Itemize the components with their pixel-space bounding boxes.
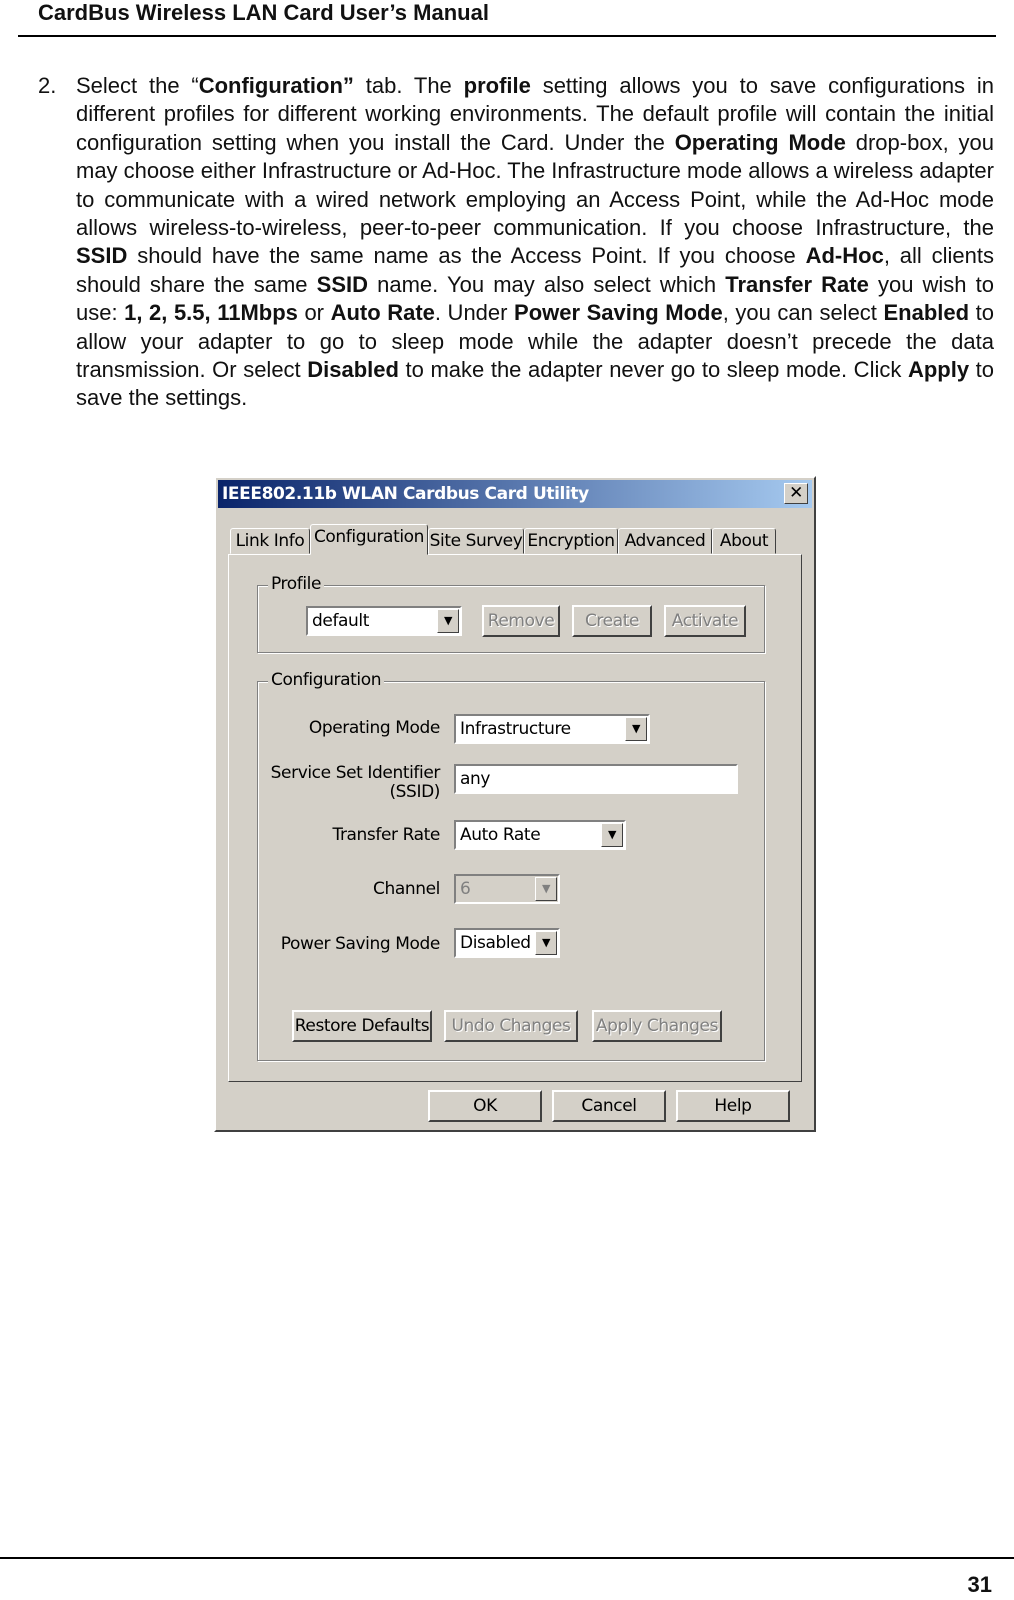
page-header-title: CardBus Wireless LAN Card User’s Manual — [38, 0, 489, 25]
profile-select-value: default — [312, 611, 370, 631]
close-icon[interactable]: ✕ — [784, 483, 808, 504]
ssid-label — [268, 764, 440, 802]
chevron-down-icon[interactable]: ▼ — [625, 717, 647, 741]
power-saving-value: Disabled — [460, 933, 531, 953]
operating-mode-value: Infrastructure — [460, 719, 571, 739]
activate-button[interactable]: Activate — [664, 605, 746, 637]
transfer-rate-select[interactable] — [454, 820, 626, 850]
chevron-down-icon[interactable]: ▼ — [535, 877, 557, 901]
tab-configuration[interactable]: Configuration — [310, 524, 428, 555]
emphasis-text: Disabled — [307, 357, 399, 383]
emphasis-text: Operating Mode — [674, 129, 846, 155]
body-text: tab. The — [353, 73, 464, 98]
restore-defaults-button[interactable]: Restore Defaults — [292, 1010, 432, 1042]
body-text: or — [297, 300, 331, 326]
header-rule — [18, 35, 996, 37]
transfer-rate-label: Transfer Rate — [332, 825, 440, 845]
power-saving-label: Power Saving Mode — [280, 934, 440, 954]
tab-about[interactable]: About — [712, 528, 776, 554]
apply-changes-button[interactable]: Apply Changes — [592, 1010, 722, 1042]
body-text: you wish to use: — [76, 271, 994, 326]
page-number: 31 — [967, 1572, 992, 1597]
tab-site-survey[interactable]: Site Survey — [428, 528, 524, 554]
emphasis-text: SSID — [316, 271, 369, 297]
ssid-input[interactable]: any — [454, 764, 738, 794]
body-text: to allow your adapter to go to sleep mode while the adapter doesn’t precede the data transmission. Or select — [76, 300, 994, 383]
cancel-button[interactable]: Cancel — [552, 1090, 666, 1122]
emphasis-text: SSID — [76, 243, 128, 269]
help-button[interactable]: Help — [676, 1090, 790, 1122]
wlan-utility-dialog — [214, 476, 816, 1132]
body-text: , all clients should share the same — [76, 243, 994, 297]
dialog-title: IEEE802.11b WLAN Cardbus Card Utility — [222, 484, 589, 504]
tab-encryption[interactable]: Encryption — [524, 528, 618, 554]
profile-select[interactable] — [306, 606, 462, 636]
body-text: , you can select — [722, 300, 884, 326]
profile-legend: Profile — [268, 574, 324, 594]
body-text: . Under — [434, 300, 515, 326]
tab-link-info[interactable]: Link Info — [230, 528, 310, 554]
emphasis-text: Configuration” — [198, 73, 354, 98]
emphasis-text: Power Saving Mode — [514, 300, 723, 326]
body-text: should have the same name as the Access Point. If you choose — [127, 243, 806, 269]
transfer-rate-value: Auto Rate — [460, 825, 541, 845]
body-text: Select the “ — [76, 73, 199, 98]
paragraph-text — [76, 72, 994, 413]
emphasis-text: profile — [463, 73, 531, 98]
body-text: name. You may also select which — [368, 271, 726, 297]
emphasis-text: Enabled — [883, 300, 970, 326]
chevron-down-icon[interactable]: ▼ — [437, 609, 459, 633]
emphasis-text: Ad-Hoc — [805, 243, 884, 269]
body-text: to save the settings. — [76, 357, 994, 411]
ok-button[interactable]: OK — [428, 1090, 542, 1122]
configuration-group — [257, 670, 765, 1061]
configuration-panel — [228, 554, 802, 1082]
undo-changes-button[interactable]: Undo Changes — [444, 1010, 578, 1042]
body-text: drop-box, you may choose either Infrastructure or Ad-Hoc. The Infrastructure mode allows a wireless adapter to communicate with a wired network employing an Access Point, while the Ad-Hoc mode allows wireless-to-wireless, peer-to-peer communication. If you choose Infrastructure, the — [76, 129, 995, 241]
instruction-paragraph — [38, 72, 994, 413]
body-text: setting allows you to save configurations in different profiles for different working environments. The default profile will contain the initial configuration setting when you install the Card. Under the — [76, 73, 995, 155]
configuration-legend: Configuration — [268, 670, 384, 690]
power-saving-select[interactable] — [454, 928, 560, 958]
channel-value: 6 — [460, 879, 471, 899]
create-button[interactable]: Create — [572, 605, 652, 637]
profile-group — [257, 574, 765, 653]
item-number: 2. — [38, 73, 57, 98]
dialog-title-bar — [218, 480, 812, 508]
chevron-down-icon[interactable]: ▼ — [535, 931, 557, 955]
channel-label: Channel — [373, 879, 440, 899]
footer-rule — [0, 1557, 1014, 1559]
operating-mode-select[interactable] — [454, 714, 650, 744]
tab-advanced[interactable]: Advanced — [618, 528, 712, 554]
remove-button[interactable]: Remove — [482, 605, 560, 637]
emphasis-text: 1, 2, 5.5, 11Mbps — [124, 300, 298, 326]
ssid-label-line1: Service Set Identifier — [270, 763, 440, 783]
body-text: to make the adapter never go to sleep mode. Click — [398, 357, 908, 383]
emphasis-text: Auto Rate — [330, 300, 435, 326]
channel-select[interactable] — [454, 874, 560, 904]
chevron-down-icon[interactable]: ▼ — [601, 823, 623, 847]
emphasis-text: Transfer Rate — [725, 271, 869, 297]
operating-mode-label: Operating Mode — [308, 718, 440, 738]
emphasis-text: Apply — [907, 357, 970, 383]
ssid-label-line2: (SSID) — [389, 782, 440, 802]
